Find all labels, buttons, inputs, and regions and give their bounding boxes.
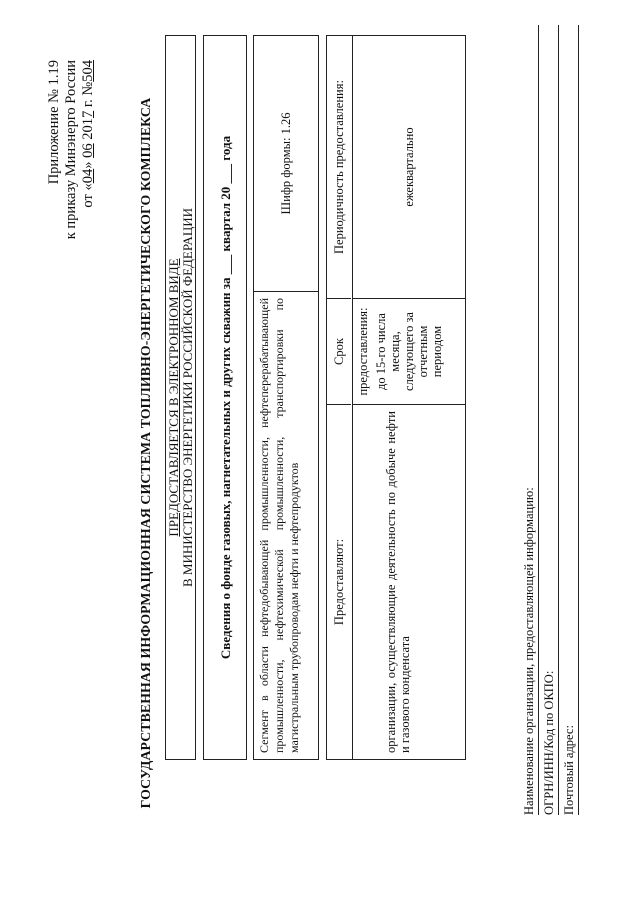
date-prefix: от « (80, 183, 96, 208)
order-number: 504 (80, 60, 96, 82)
postal-address-field: Почтовый адрес: (560, 25, 579, 815)
organization-name-field: Наименование организации, предоставляющей информацию: (520, 25, 539, 815)
date-mid: » (80, 161, 96, 169)
segment-description: Сегмент в области нефтедобывающей промышленности, нефтеперерабатывающей промышленности, нефтехимической промышленности, транспортировки по магистральным трубопроводам нефти и нефтепродуктов (254, 291, 318, 759)
header-submitters: Предоставляют: (327, 404, 351, 759)
ogrn-inn-okpo-field: ОГРН/ИНН/Код по ОКПО: (540, 25, 559, 815)
year-digit: 7 (80, 110, 96, 119)
order-month: 06 (80, 143, 96, 158)
organization-block (520, 25, 580, 815)
header-periodicity: Периодичность предоставления: (332, 80, 346, 254)
electronic-submission-box (165, 35, 196, 760)
electronic-line-2: В МИНИСТЕРСТВО ЭНЕРГЕТИКИ РОССИЙСКОЙ ФЕДЕРАЦИИ (180, 208, 195, 587)
table-row (352, 36, 465, 759)
appendix-number: Приложение № 1.19 (46, 60, 62, 185)
form-code: Шифр формы: 1.26 (278, 112, 293, 215)
electronic-line-1: ПРЕДОСТАВЛЯЕТСЯ В ЭЛЕКТРОННОМ ВИДЕ (166, 258, 181, 537)
table-header-row (327, 36, 370, 759)
year-prefix: 201 (80, 118, 96, 140)
order-day: 04 (80, 168, 96, 184)
submission-info-table (326, 35, 466, 760)
cell-submitters: организации, осуществляющие деятельность по добыче нефти и газового конденсата (352, 404, 465, 759)
appendix-header (46, 60, 97, 239)
cell-periodicity: ежеквартально (401, 127, 416, 207)
report-title: Сведения о фонде газовых, нагнетательных и других скважин за ___ квартал 20 ___ года (203, 35, 247, 760)
year-suffix: г. № (80, 81, 96, 111)
order-reference: к приказу Минэнерго России (63, 60, 79, 240)
order-date-line (80, 60, 97, 239)
segment-box (253, 35, 319, 760)
main-title: ГОСУДАРСТВЕННАЯ ИНФОРМАЦИОННАЯ СИСТЕМА ТОПЛИВНО-ЭНЕРГЕТИЧЕСКОГО КОМПЛЕКСА (138, 97, 153, 809)
header-deadline: Срок предоставления: (327, 298, 351, 404)
cell-deadline: до 15-го числа месяца, следующего за отчетным периодом (352, 298, 465, 404)
